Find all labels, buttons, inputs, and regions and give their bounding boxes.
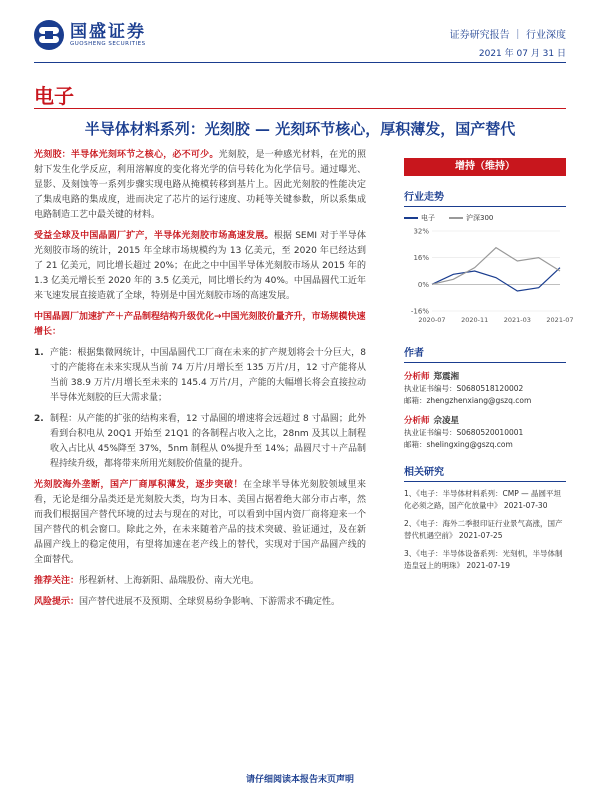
footer-disclaimer: 请仔细阅读本报告末页声明 [245, 775, 354, 785]
y-tick-label: 32% [413, 227, 429, 236]
list-title: 中国晶圆厂加速扩产＋产品制程结构升级优化→中国光刻胶价量齐升，市场规模快速增长： [34, 312, 366, 337]
trend-heading: 行业走势 [404, 188, 566, 207]
logo-icon [34, 20, 64, 50]
paragraph-recommend [34, 574, 366, 589]
author-email[interactable]: 邮箱：shelingxing@gszq.com [404, 440, 513, 449]
paragraph-body: 在全球半导体光刻胶领域里来看，无论是细分品类还是光刻胶大类，均为日本、美国占据着绝大部分市占率，然而我们根据国产替代环境的过去与现在的对比，可以看到中国内资厂商将迎来一个国产替代的机会窗口。除此之外，在未来随着产品的技术突破、验证通过，及在新晶圆产线上的稳定使用，有望将加速在老产线上的替代，实现对于国产晶圆产线的全面替代。 [34, 480, 366, 565]
y-tick-label: 0% [417, 280, 429, 289]
related-title[interactable]: 2、《电子：海外二季报印证行业景气高涨，国产替代机遇空前》 [404, 519, 563, 540]
logo-name-en: GUOSHENG SECURITIES [70, 41, 146, 47]
paragraph-market [34, 229, 366, 304]
related-report[interactable] [404, 518, 566, 542]
paragraph-body: 光刻胶，是一种感光材料，在光的照射下发生化学反应，利用溶解度的变化将光学的信号转化为化学信号。通过曝光、显影、及刻蚀等一系列步骤实现电路从掩模转移到基片上。因此光刻胶的性能决定了集成电路的集成度，进而决定了芯片的运行速度、功耗等关键参数，所以系集成电路制造工艺中最关键的材料。 [34, 150, 366, 220]
list-item-text: 制程：从产能的扩张的结构来看，12 寸晶圆的增速将会远超过 8 寸晶圆；此外看到台积电从 20Q1 开始至 21Q1 的各制程占收入之比，28nm 及其以上制程收入占比从 45%降至 37%，5nm 制程从 0%提升至 14%；晶圆尺寸＋产品制程持续升级，都将带来所用光刻胶价值量的提升。 [50, 414, 366, 469]
paragraph-competition [34, 478, 366, 568]
author-role: 分析师 郑震湘 [404, 372, 460, 382]
list-item-text: 产能：根据集微网统计，中国晶圆代工厂商在未来的扩产规划将会十分巨大，8 寸的产能将在未来实现从当前 74 万片/月增长至 135 万片/月，12 寸产能将从当前 38.9 万片/月增长至未来的 145.4 万片/月，产能的大幅增长将会直接拉动半导体光刻胶的巨大需求量； [50, 348, 366, 403]
legend-swatch-a [404, 217, 418, 219]
paragraph-lead: 光刻胶海外垄断，国产厂商厚积薄发，逐步突破！ [34, 480, 243, 490]
author-cert: 执业证书编号：S0680520010001 [404, 428, 524, 437]
related-date: 2021-07-25 [458, 531, 503, 540]
report-date: 2021 年 07 月 31 日 [478, 49, 566, 59]
legend-label-b: 沪深300 [466, 214, 494, 222]
x-tick-label: 2021-03 [503, 316, 531, 324]
paragraph-lead: 受益全球及中国晶圆厂扩产，半导体光刻胶市场高速发展。 [34, 231, 274, 241]
paragraph-lead: 光刻胶：半导体光刻环节之核心，必不可少。 [34, 150, 219, 160]
logo-name-cn: 国盛证券 [70, 22, 146, 42]
x-tick-label: 2020-11 [461, 316, 489, 324]
main-column [34, 148, 366, 616]
report-title: 半导体材料系列：光刻胶 — 光刻环节核心，厚积薄发，国产替代 [84, 120, 516, 138]
related-title[interactable]: 3、《电子：半导体设备系列：光刻机，半导体制造皇冠上的明珠》 [404, 549, 563, 570]
paragraph-lead: 推荐关注： [34, 576, 80, 586]
author-cert: 执业证书编号：S0680518120002 [404, 384, 524, 393]
author-name: 佘凌星 [433, 416, 460, 426]
series-line-2 [432, 248, 560, 285]
paragraph-body: 彤程新材、上海新阳、晶瑞股份、南大光电。 [79, 576, 260, 586]
paragraph-lead: 风险提示： [34, 597, 80, 607]
author-email[interactable]: 邮箱：zhengzhenxiang@gszq.com [404, 396, 532, 405]
list-item-number: 1. [34, 348, 44, 358]
paragraph-intro [34, 148, 366, 223]
author-entry [404, 371, 566, 407]
company-logo [34, 20, 146, 50]
list-item-number: 2. [34, 414, 44, 424]
author-role: 分析师 佘凌星 [404, 416, 460, 426]
list-item [34, 412, 366, 472]
legend-label-a: 电子 [421, 214, 435, 222]
report-header [0, 0, 600, 70]
sidebar [404, 158, 574, 572]
legend-swatch-b [449, 217, 463, 219]
report-type: 证券研究报告 ｜ 行业深度 [449, 30, 566, 41]
author-name: 郑震湘 [433, 372, 460, 382]
related-report[interactable] [404, 488, 566, 512]
rating-badge: 增持（维持） [404, 158, 566, 176]
related-date: 2021-07-19 [466, 561, 510, 570]
paragraph-body: 根据 SEMI 对于半导体光刻胶市场的统计，2015 年全球市场规模约为 13 亿美元，至 2020 年已经达到了 21 亿美元，同比增长超过 20%；在此之中中国半导体光刻胶市场从 2015 年的 1.3 亿美元增长至 2020 年的 3.5 亿美元，同比增长约为 40%。中国晶圆代工近年来飞速发展直接造就了全球，特别是中国光刻胶市场的高速发展。 [34, 231, 366, 301]
sector-title: 电子 [34, 84, 74, 108]
related-report[interactable] [404, 548, 566, 572]
related-title[interactable]: 1、《电子：半导体材料系列：CMP — 晶圆平坦化必须之路，国产化放量中》 [404, 489, 562, 510]
sector-divider [34, 108, 566, 109]
list-item [34, 346, 366, 406]
trend-chart [404, 225, 574, 329]
related-date: 2021-07-30 [503, 501, 548, 510]
author-entry [404, 415, 566, 451]
paragraph-risk [34, 595, 366, 610]
y-tick-label: 16% [413, 254, 429, 263]
x-tick-label: 2021-07 [546, 316, 574, 324]
paragraph-body: 国产替代进展不及预期、全球贸易纷争影响、下游需求不确定性。 [79, 597, 341, 607]
x-tick-label: 2020-07 [418, 316, 446, 324]
chart-legend [404, 213, 566, 223]
header-divider [34, 62, 566, 63]
y-tick-label: -16% [410, 307, 429, 316]
related-heading: 相关研究 [404, 463, 566, 482]
author-heading: 作者 [404, 344, 566, 363]
